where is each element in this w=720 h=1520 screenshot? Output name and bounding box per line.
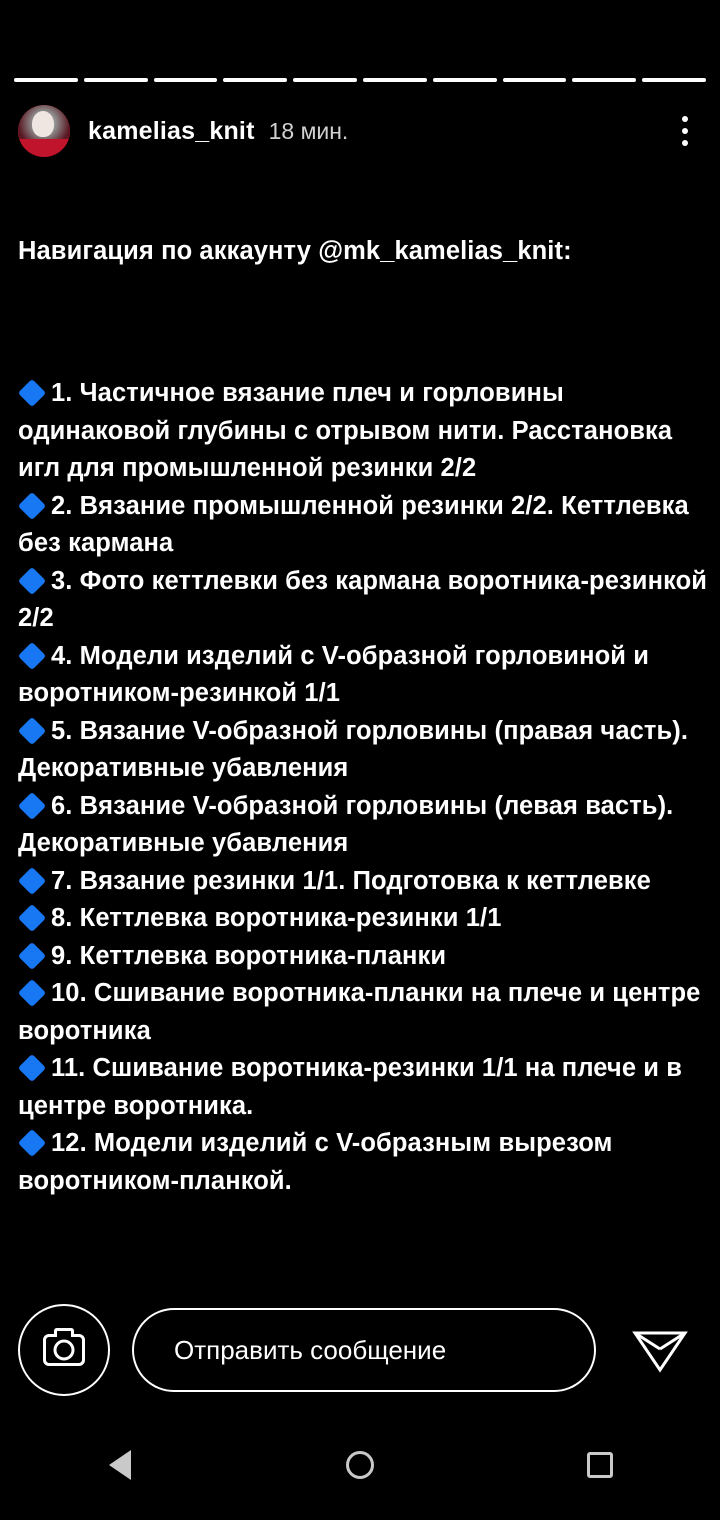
progress-segment[interactable] (293, 78, 357, 82)
story-reply-bar (0, 1302, 720, 1398)
story-list-item (18, 563, 720, 638)
diamond-bullet-icon (18, 717, 46, 745)
diamond-bullet-icon (18, 792, 46, 820)
story-list-item-text: 3. Фото кеттлевки без кармана воротника-резинкой 2/2 (18, 566, 715, 633)
story-list-item-text: 11. Сшивание воротника-резинки 1/1 на плече и в центре воротника. (18, 1054, 690, 1120)
progress-segment[interactable] (642, 78, 706, 82)
story-list-item (18, 863, 720, 900)
story-list-item (18, 713, 720, 788)
story-text-content (18, 158, 720, 1275)
diamond-bullet-icon (18, 379, 46, 407)
home-icon[interactable] (330, 1435, 390, 1495)
send-button[interactable] (618, 1308, 702, 1392)
diamond-bullet-icon (18, 867, 46, 895)
android-navigation-bar (0, 1410, 720, 1520)
progress-segment[interactable] (363, 78, 427, 82)
progress-segment[interactable] (14, 78, 78, 82)
story-list-item-text: 8. Кеттлевка воротника-резинки 1/1 (51, 904, 502, 933)
diamond-bullet-icon (18, 1129, 46, 1157)
story-title: Навигация по аккаунту @mk_kamelias_knit: (18, 236, 572, 265)
diamond-bullet-icon (18, 904, 46, 932)
story-list-item (18, 638, 720, 713)
story-list-item-text: 7. Вязание резинки 1/1. Подготовка к кеттлевке (51, 866, 651, 895)
story-list-item (18, 975, 720, 1050)
story-timestamp: 18 мин. (268, 117, 349, 144)
story-list-item (18, 375, 720, 487)
diamond-bullet-icon (18, 1054, 46, 1082)
progress-segment[interactable] (154, 78, 218, 82)
back-icon[interactable] (90, 1435, 150, 1495)
send-icon (632, 1325, 688, 1375)
story-list-item-text: 10. Сшивание воротника-планки на плече и центре воротника (18, 979, 708, 1045)
story-list-item (18, 1050, 720, 1125)
recents-icon[interactable] (570, 1435, 630, 1495)
story-header (18, 104, 702, 158)
story-list-item-text: 2. Вязание промышленной резинки 2/2. Кеттлевка без кармана (18, 491, 696, 558)
diamond-bullet-icon (18, 979, 46, 1007)
story-list-item (18, 488, 720, 563)
diamond-bullet-icon (18, 942, 46, 970)
message-input[interactable]: Отправить сообщение (132, 1308, 596, 1392)
story-navigation-list (18, 375, 720, 1200)
story-list-item (18, 900, 720, 937)
story-list-item-text: 1. Частичное вязание плеч и горловины одинаковой глубины с отрывом нити. Расстановка игл для промышленной резинки 2/2 (18, 379, 680, 483)
camera-button[interactable] (18, 1304, 110, 1396)
diamond-bullet-icon (18, 567, 46, 595)
account-username[interactable]: kamelias_knit (88, 116, 255, 145)
story-list-item (18, 1125, 720, 1200)
progress-segment[interactable] (433, 78, 497, 82)
story-list-item-text: 9. Кеттлевка воротника-планки (51, 941, 447, 970)
diamond-bullet-icon (18, 492, 46, 520)
story-list-item-text: 6. Вязание V-образной горловины (левая васть). Декоративные убавления (18, 791, 681, 858)
story-list-item (18, 938, 720, 975)
story-list-item-text: 4. Модели изделий с V-образной горловиной и воротником-резинкой 1/1 (18, 641, 657, 708)
story-list-item-text: 12. Модели изделий с V-образным вырезом воротником-планкой. (18, 1129, 620, 1195)
more-options-icon[interactable] (668, 108, 702, 154)
story-progress-bar (14, 78, 706, 82)
avatar[interactable] (18, 105, 70, 157)
progress-segment[interactable] (503, 78, 567, 82)
progress-segment[interactable] (572, 78, 636, 82)
diamond-bullet-icon (18, 642, 46, 670)
camera-icon (43, 1334, 85, 1366)
story-list-item-text: 5. Вязание V-образной горловины (правая часть). Декоративные убавления (18, 716, 696, 783)
avatar-image (18, 105, 70, 157)
progress-segment[interactable] (84, 78, 148, 82)
progress-segment[interactable] (223, 78, 287, 82)
story-list-item (18, 788, 720, 863)
